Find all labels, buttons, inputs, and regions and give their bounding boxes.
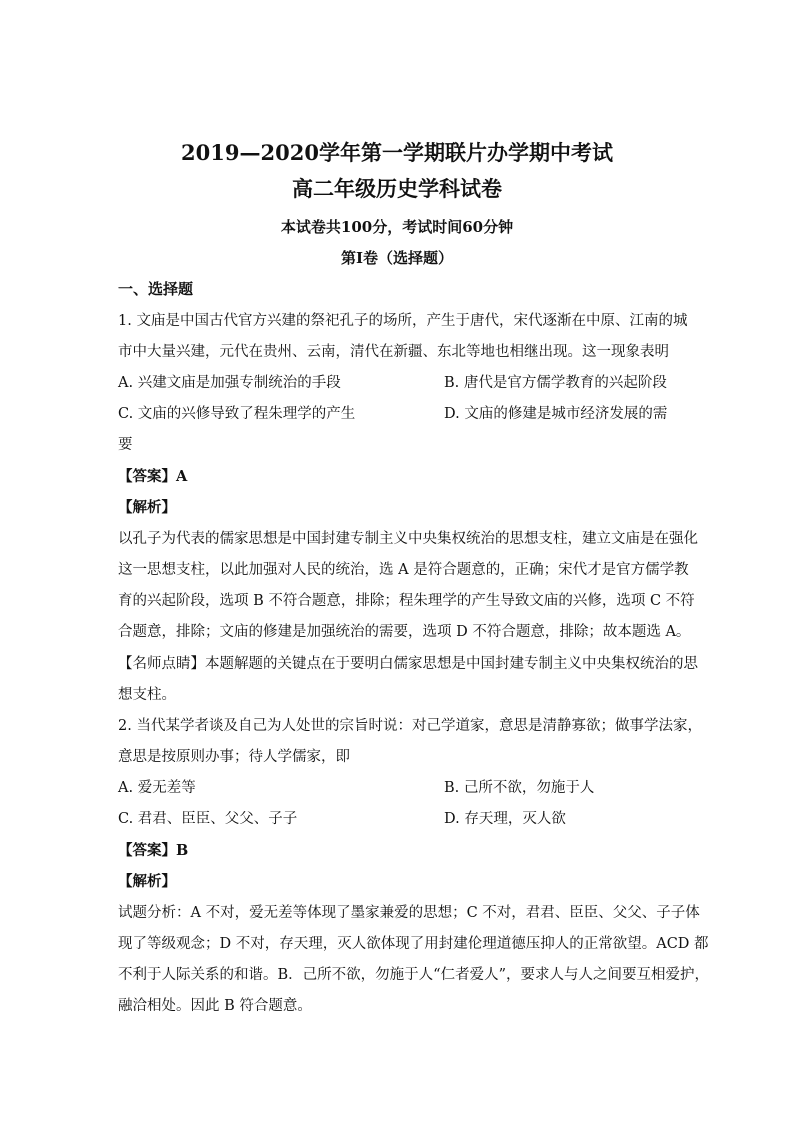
exam-info: 本试卷共100分，考试时间60分钟 bbox=[280, 218, 514, 236]
q1-analysis-line-4: 合题意，排除；文庙的修建是加强统治的需要，选项 D 不符合题意，排除；故本题选 A。 bbox=[118, 624, 691, 640]
q1-option-c: C. 文庙的兴修导致了程朱理学的产生 bbox=[118, 406, 356, 422]
q2-option-a: A. 爱无差等 bbox=[118, 780, 196, 796]
q1-stem-line-2: 市中大量兴建，元代在贵州、云南，清代在新疆、东北等地也相继出现。这一现象表明 bbox=[118, 344, 669, 360]
q1-stem-line-1: 1. 文庙是中国古代官方兴建的祭祀孔子的场所，产生于唐代，宋代逐渐在中原、江南的城 bbox=[118, 313, 688, 329]
q2-analysis-line-2: 现了等级观念；D 不对，存天理，灭人欲体现了用封建伦理道德压抑人的正常欲望。ACD 都 bbox=[118, 936, 709, 952]
q1-option-d-cont: 要 bbox=[118, 437, 133, 453]
exam-subtitle: 高二年级历史学科试卷 bbox=[292, 176, 502, 201]
q1-analysis-line-1: 以孔子为代表的儒家思想是中国封建专制主义中央集权统治的思想支柱，建立文庙是在强化 bbox=[118, 531, 698, 547]
q2-analysis-line-3: 不利于人际关系的和谐。B．己所不欲，勿施于人“仁者爱人”，要求人与人之间要互相爱护， bbox=[118, 967, 709, 983]
q2-analysis-label: 【解析】 bbox=[118, 873, 176, 890]
q1-option-a: A. 兴建文庙是加强专制统治的手段 bbox=[118, 375, 341, 391]
q1-analysis-line-3: 育的兴起阶段，选项 B 不符合题意，排除；程朱理学的产生导致文庙的兴修，选项 C 不符 bbox=[118, 593, 695, 609]
q1-tip-line-1: 【名师点睛】本题解题的关键点在于要明白儒家思想是中国封建专制主义中央集权统治的思 bbox=[118, 656, 698, 672]
exam-title: 2019—2020学年第一学期联片办学期中考试 bbox=[181, 140, 613, 165]
q1-option-d: D. 文庙的修建是城市经济发展的需 bbox=[444, 406, 668, 422]
q2-option-b: B. 己所不欲，勿施于人 bbox=[444, 780, 595, 796]
q2-stem-line-2: 意思是按原则办事；待人学儒家，即 bbox=[118, 749, 350, 765]
q2-stem-line-1: 2. 当代某学者谈及自己为人处世的宗旨时说：对己学道家，意思是清静寡欲；做事学法家， bbox=[118, 718, 702, 734]
section-heading: 一、选择题 bbox=[118, 280, 194, 298]
q2-analysis-line-1: 试题分析：A 不对，爱无差等体现了墨家兼爱的思想；C 不对，君君、臣臣、父父、子子体 bbox=[118, 905, 700, 921]
q1-analysis-line-2: 这一思想支柱，以此加强对人民的统治，选 A 是符合题意的，正确；宋代才是官方儒学教 bbox=[118, 562, 689, 578]
q1-answer: 【答案】A bbox=[118, 468, 188, 485]
q2-option-d: D. 存天理，灭人欲 bbox=[444, 811, 566, 827]
q2-analysis-line-4: 融洽相处。因此 B 符合题意。 bbox=[118, 998, 312, 1014]
q2-answer: 【答案】B bbox=[118, 842, 189, 859]
q1-tip-line-2: 想支柱。 bbox=[118, 687, 176, 703]
q1-option-b: B. 唐代是官方儒学教育的兴起阶段 bbox=[444, 375, 667, 391]
q2-option-c: C. 君君、臣臣、父父、子子 bbox=[118, 811, 298, 827]
q1-analysis-label: 【解析】 bbox=[118, 499, 176, 516]
part-heading: 第I卷（选择题） bbox=[340, 249, 454, 267]
